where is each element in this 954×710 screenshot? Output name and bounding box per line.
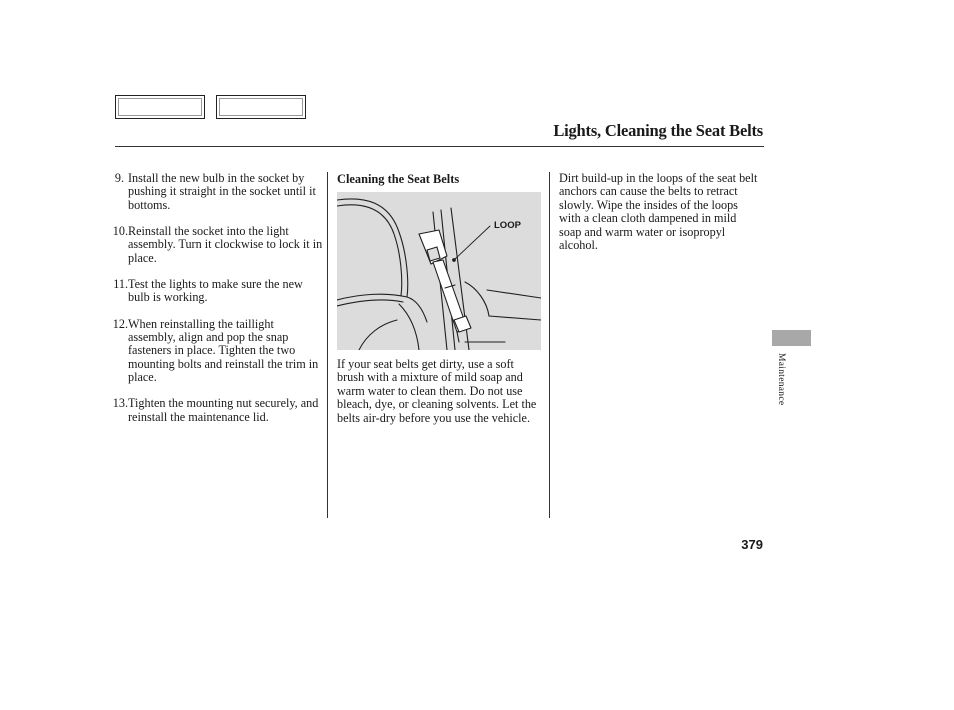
page-title: Lights, Cleaning the Seat Belts (553, 121, 763, 140)
loops-paragraph: Dirt build-up in the loops of the seat belt anchors can cause the belts to retract slowly. Wipe the insides of the loops with a clean cloth dampened in mild soap and warm water or isopropyl alcohol. (559, 171, 758, 253)
step-item (110, 225, 324, 265)
column-divider (549, 172, 550, 518)
step-text: When reinstalling the taillight assembly, align and pop the snap fasteners in place. Tighten the two mounting bolts and reinstall the trim in place. (128, 316, 319, 385)
step-text: Test the lights to make sure the new bulb is working. (128, 277, 303, 305)
nav-button-contents[interactable] (115, 95, 205, 119)
step-number: 12. (112, 316, 128, 331)
step-item (110, 397, 324, 424)
cleaning-paragraph: If your seat belts get dirty, use a soft brush with a mixture of mild soap and warm water to clean them. Do not use bleach, dye, or cleaning solvents. Let the belts air-dry before you use the vehicle. (337, 357, 537, 425)
step-item (110, 278, 324, 305)
column-divider (327, 172, 328, 518)
step-text: Install the new bulb in the socket by pushing it straight in the socket until it bottoms. (128, 171, 316, 212)
header-divider (115, 146, 764, 147)
page-number: 379 (741, 537, 763, 552)
section-tab-marker[interactable] (772, 330, 811, 346)
seat-belt-illustration (337, 192, 541, 350)
step-text: Tighten the mounting nut securely, and reinstall the maintenance lid. (128, 396, 319, 424)
section-heading: Cleaning the Seat Belts (337, 172, 460, 186)
loop-callout-label: LOOP (494, 220, 521, 231)
section-tab-label: Maintenance (776, 353, 786, 406)
step-number: 9. (114, 171, 124, 185)
step-number: 11. (113, 277, 128, 292)
step-number: 13. (112, 396, 128, 411)
step-item (110, 318, 324, 385)
nav-button-index[interactable] (216, 95, 306, 119)
step-text: Reinstall the socket into the light assembly. Turn it clockwise to lock it in place. (128, 224, 323, 265)
steps-list (110, 172, 324, 437)
step-number: 10. (112, 224, 128, 239)
step-item (110, 172, 324, 212)
